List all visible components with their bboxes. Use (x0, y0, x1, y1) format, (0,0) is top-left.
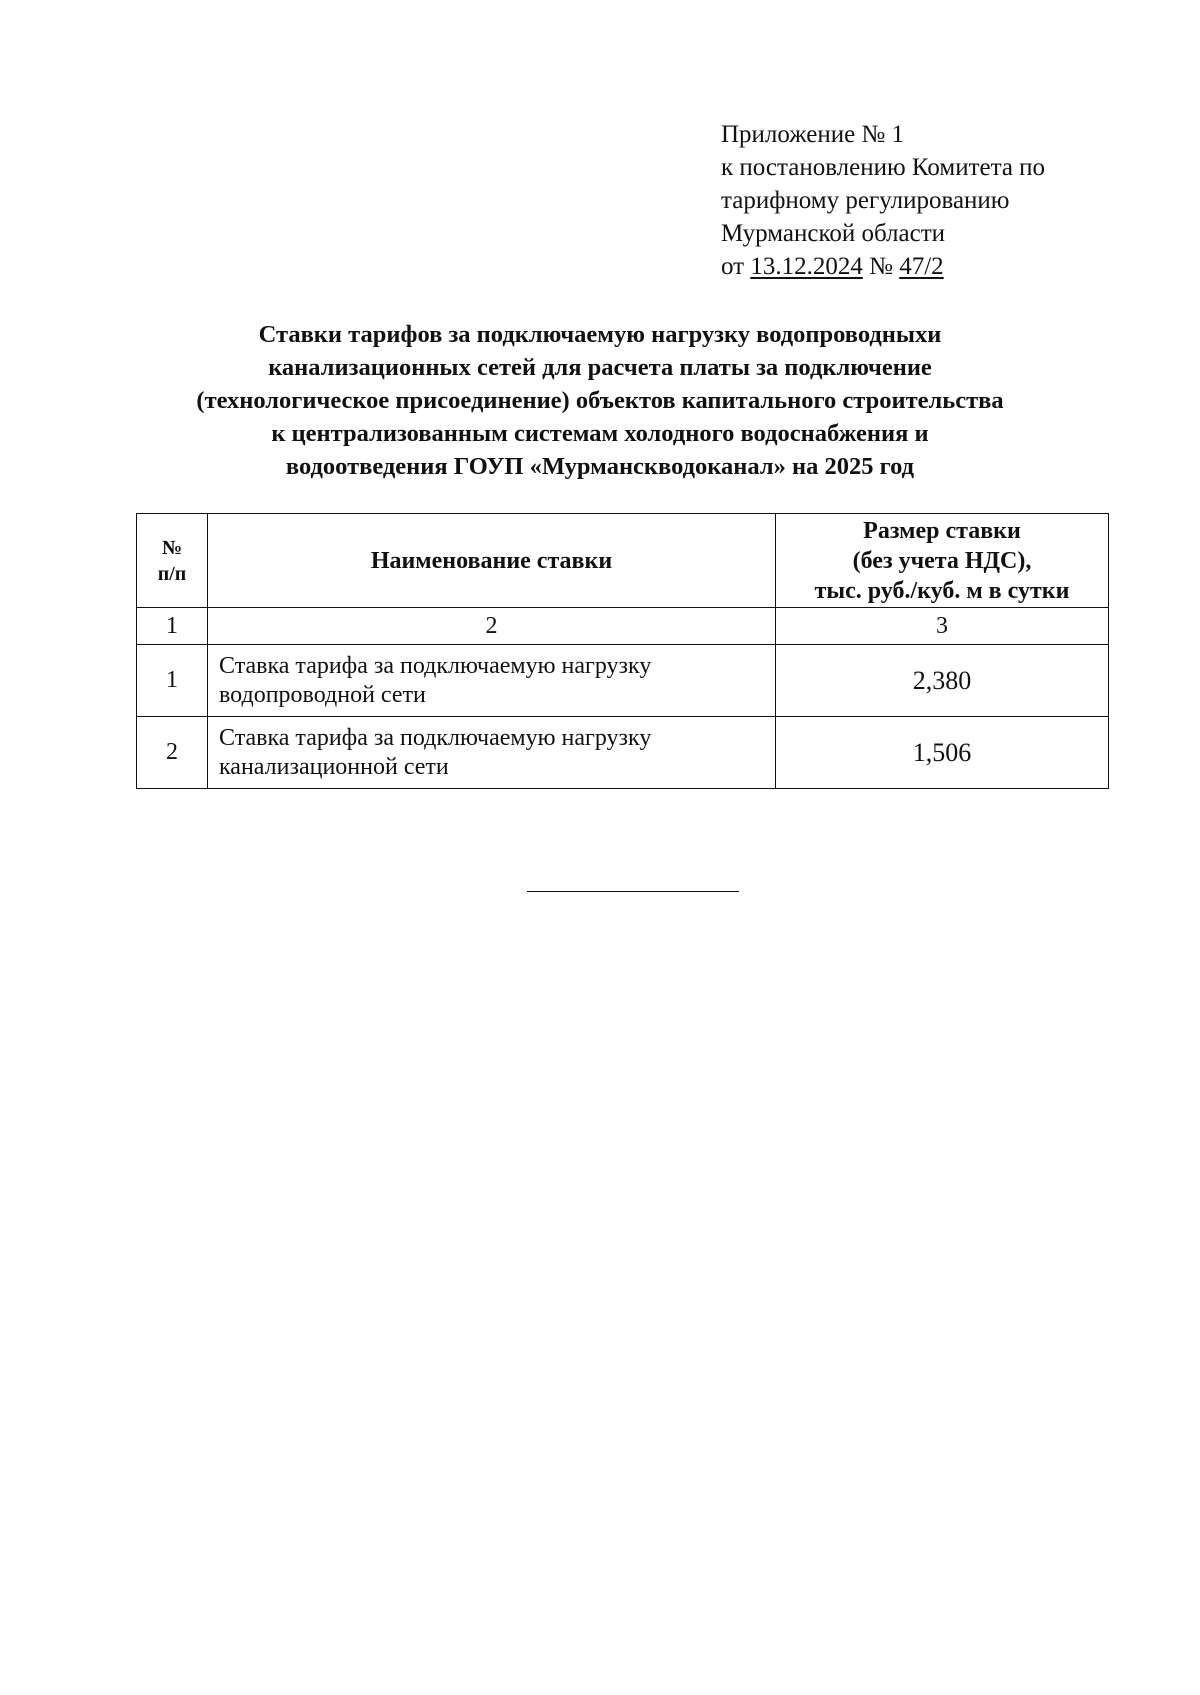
title-line-5: водоотведения ГОУП «Мурманскводоканал» на 2025 год (285, 453, 915, 480)
row-number: 2 (137, 717, 208, 789)
header-number (137, 514, 208, 608)
row-name-line-2: канализационной сети (219, 753, 449, 780)
title-line-1: Ставки тарифов за подключаемую нагрузку водопроводныхи (258, 321, 942, 348)
row-number: 1 (137, 645, 208, 717)
table-row (137, 645, 1109, 717)
title-line-2: канализационных сетей для расчета платы за подключение (268, 354, 932, 381)
title-line-4: к централизованным системам холодного водоснабжения и (271, 420, 929, 447)
header-name: Наименование ставки (208, 514, 776, 608)
annex-line-region: Мурманской области (721, 220, 946, 247)
row-name-line-2: водопроводной сети (219, 681, 426, 708)
header-number-sign: № (161, 536, 183, 559)
header-value (776, 514, 1109, 608)
annex-date-prefix: от (721, 253, 745, 280)
table-row (137, 717, 1109, 789)
row-value: 1,506 (776, 717, 1109, 789)
annex-title: Приложение № 1 (721, 121, 905, 148)
column-index-row (137, 608, 1109, 645)
closing-separator-line (527, 891, 739, 892)
annex-date: 13.12.2024 (750, 253, 863, 280)
annex-date-line (721, 250, 1045, 283)
row-value: 2,380 (776, 645, 1109, 717)
row-name (208, 645, 776, 717)
annex-line-resolution: к постановлению Комитета по (721, 154, 1046, 181)
column-index-3: 3 (776, 608, 1109, 645)
annex-line-committee: тарифному регулированию (721, 187, 1010, 214)
header-number-pp: п/п (157, 562, 187, 585)
header-value-line-1: Размер ставки (863, 517, 1021, 544)
title-line-3: (технологическое присоединение) объектов капитального строительства (196, 387, 1004, 414)
annex-header (721, 118, 1045, 283)
column-index-1: 1 (137, 608, 208, 645)
annex-number: 47/2 (899, 253, 944, 280)
header-value-line-2: (без учета НДС), (852, 547, 1032, 574)
document-title (120, 318, 1080, 483)
row-name-line-1: Ставка тарифа за подключаемую нагрузку (219, 724, 652, 751)
row-name-line-1: Ставка тарифа за подключаемую нагрузку (219, 652, 652, 679)
header-value-line-3: тыс. руб./куб. м в сутки (814, 577, 1070, 604)
annex-number-prefix: № (869, 253, 893, 280)
row-name (208, 717, 776, 789)
table-header-row (137, 514, 1109, 608)
rates-table (136, 513, 1109, 789)
column-index-2: 2 (208, 608, 776, 645)
